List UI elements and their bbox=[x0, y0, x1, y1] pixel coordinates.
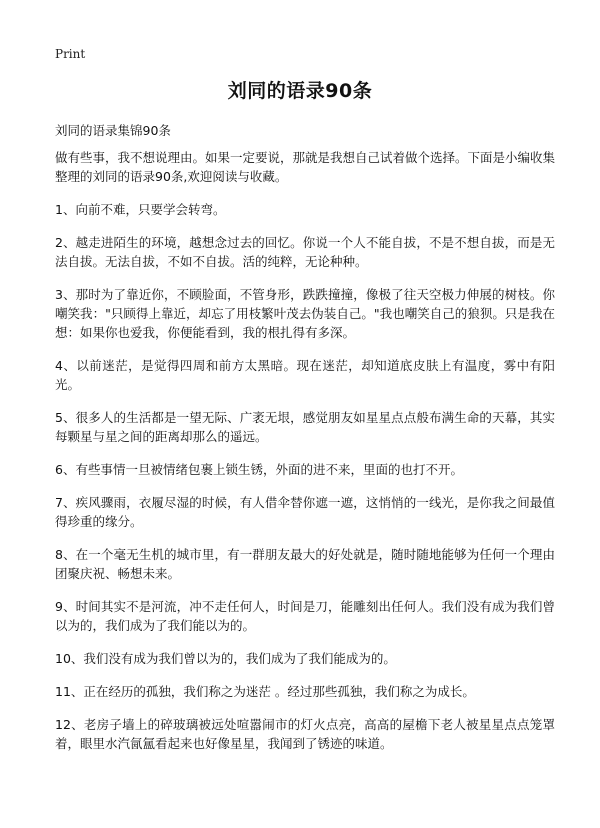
intro-paragraph: 做有些事，我不想说理由。如果一定要说，那就是我想自己试着做个选择。下面是小编收集整理的刘同的语录90条,欢迎阅读与收藏。 bbox=[55, 150, 556, 184]
article-body bbox=[55, 148, 555, 767]
quote-paragraph: 1、向前不难，只要学会转弯。 bbox=[55, 202, 226, 217]
quote-paragraph: 2、越走进陌生的环境，越想念过去的回忆。你说一个人不能自拔，不是不想自拔，而是无法自拔。无法自拔，不如不自拔。活的纯粹，无论种种。 bbox=[55, 235, 555, 269]
quote-paragraph: 11、正在经历的孤独，我们称之为迷茫 。经过那些孤独，我们称之为成长。 bbox=[55, 684, 475, 699]
quote-paragraph: 4、以前迷茫，是觉得四周和前方太黑暗。现在迷茫，却知道底皮肤上有温度，雾中有阳光。 bbox=[55, 358, 555, 392]
quote-paragraph: 6、有些事情一旦被情绪包裹上锁生锈，外面的进不来，里面的也打不开。 bbox=[55, 462, 463, 477]
quote-paragraph: 7、疾风骤雨，衣履尽湿的时候，有人借伞替你遮一遮，这悄悄的一线光，是你我之间最值得珍重的缘分。 bbox=[55, 495, 555, 529]
page-title: 刘同的语录90条 bbox=[227, 80, 373, 102]
quote-paragraph: 10、我们没有成为我们曾以为的，我们成为了我们能成为的。 bbox=[55, 651, 396, 666]
subtitle: 刘同的语录集锦90条 bbox=[55, 123, 171, 138]
print-link[interactable]: Print bbox=[55, 47, 86, 61]
quote-paragraph: 5、很多人的生活都是一望无际、广袤无垠，感觉朋友如星星点点般布满生命的天幕，其实每颗星与星之间的距离却那么的遥远。 bbox=[55, 410, 555, 444]
quote-paragraph: 9、时间其实不是河流，冲不走任何人，时间是刀，能雕刻出任何人。我们没有成为我们曾以为的，我们成为了我们能以为的。 bbox=[55, 599, 555, 633]
quote-paragraph: 3、那时为了靠近你，不顾脸面，不管身形，跌跌撞撞，像极了往天空极力伸展的树枝。你嘲笑我："只顾得上靠近，却忘了用枝繁叶茂去伪装自己。"我也嘲笑自己的狼狈。只是我在想：如果你也爱我，你便能看到，我的根扎得有多深。 bbox=[55, 287, 555, 340]
quote-paragraph: 8、在一个毫无生机的城市里，有一群朋友最大的好处就是，随时随地能够为任何一个理由团聚庆祝、畅想未来。 bbox=[55, 547, 555, 581]
quote-paragraph: 12、老房子墙上的碎玻璃被远处喧嚣闹市的灯火点亮，高高的屋檐下老人被星星点点笼罩着，眼里水汽氤氲看起来也好像星星，我闻到了锈迹的味道。 bbox=[55, 717, 555, 751]
